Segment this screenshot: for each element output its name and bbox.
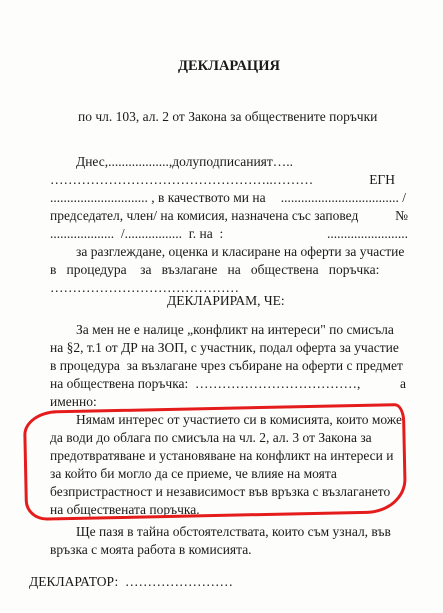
intro-line: в процедура за възлагане на обществена поръчка: xyxy=(50,262,380,277)
signature-line: ДЕКЛАРАТОР: …………………… xyxy=(29,574,234,589)
para3-line: връзка с моята работа в комисията. xyxy=(50,542,252,557)
para1-line: За мен не е налице „конфликт на интереси" по смисъла xyxy=(76,322,394,337)
para2-line: Нямам интерес от участието си в комисията, които може xyxy=(76,412,402,427)
para1-line: в процедура за възлагане чрез събиране на оферти с предмет xyxy=(50,358,403,373)
para2-line: предотвратяване и установяване на конфликт на интереси и xyxy=(50,448,394,463)
declare-heading: ДЕКЛАРИРАМ, ЧЕ: xyxy=(167,293,285,308)
intro-line: за разглеждане, оценка и класиране на оферти за участие xyxy=(76,244,405,259)
intro-line xyxy=(50,208,408,223)
intro-line-segment: ................... /................. г. на : xyxy=(50,226,224,241)
intro-line-segment: ЕГН xyxy=(369,172,395,187)
document-subtitle: по чл. 103, ал. 2 от Закона за обществените поръчки xyxy=(78,109,378,124)
para1-line xyxy=(50,376,406,391)
para2-line: на обществената поръчка. xyxy=(50,502,200,517)
intro-line-segment: председател, член/ на комисия, назначена със заповед xyxy=(50,208,359,223)
intro-line xyxy=(50,190,406,205)
intro-line-segment: …………………………………………..……… xyxy=(50,172,314,187)
intro-line-segment: ............................. , в качеството ми на xyxy=(50,190,266,205)
document-title: ДЕКЛАРАЦИЯ xyxy=(178,58,280,74)
para2-line: безпристрастност и независимост във връзка с възлагането xyxy=(50,484,391,499)
intro-line xyxy=(50,226,408,241)
intro-line-segment: № xyxy=(395,208,408,223)
para1-line-segment: а xyxy=(400,376,406,391)
para3-line: Ще пазя в тайна обстоятелствата, които съм узнал, във xyxy=(76,524,391,539)
intro-line: Днес,..................,долуподписаният….. xyxy=(76,154,294,169)
para2-line: за който би могло да се приеме, че влияе на моята xyxy=(50,466,337,481)
intro-line: …………………………………… xyxy=(50,280,239,295)
intro-line-segment: ........................ xyxy=(327,226,408,241)
intro-line xyxy=(50,172,395,187)
para1-line-segment: на обществена поръчка: ………………………………, xyxy=(50,376,361,391)
intro-line-segment: ................................... / xyxy=(280,190,406,205)
para1-line: именно: xyxy=(50,394,97,409)
para1-line: на §2, т.1 от ДР на ЗОП, с участник, подал оферта за участие xyxy=(50,340,399,355)
para2-line: да води до облага по смисъла на чл. 2, ал. 3 от Закона за xyxy=(50,430,372,445)
